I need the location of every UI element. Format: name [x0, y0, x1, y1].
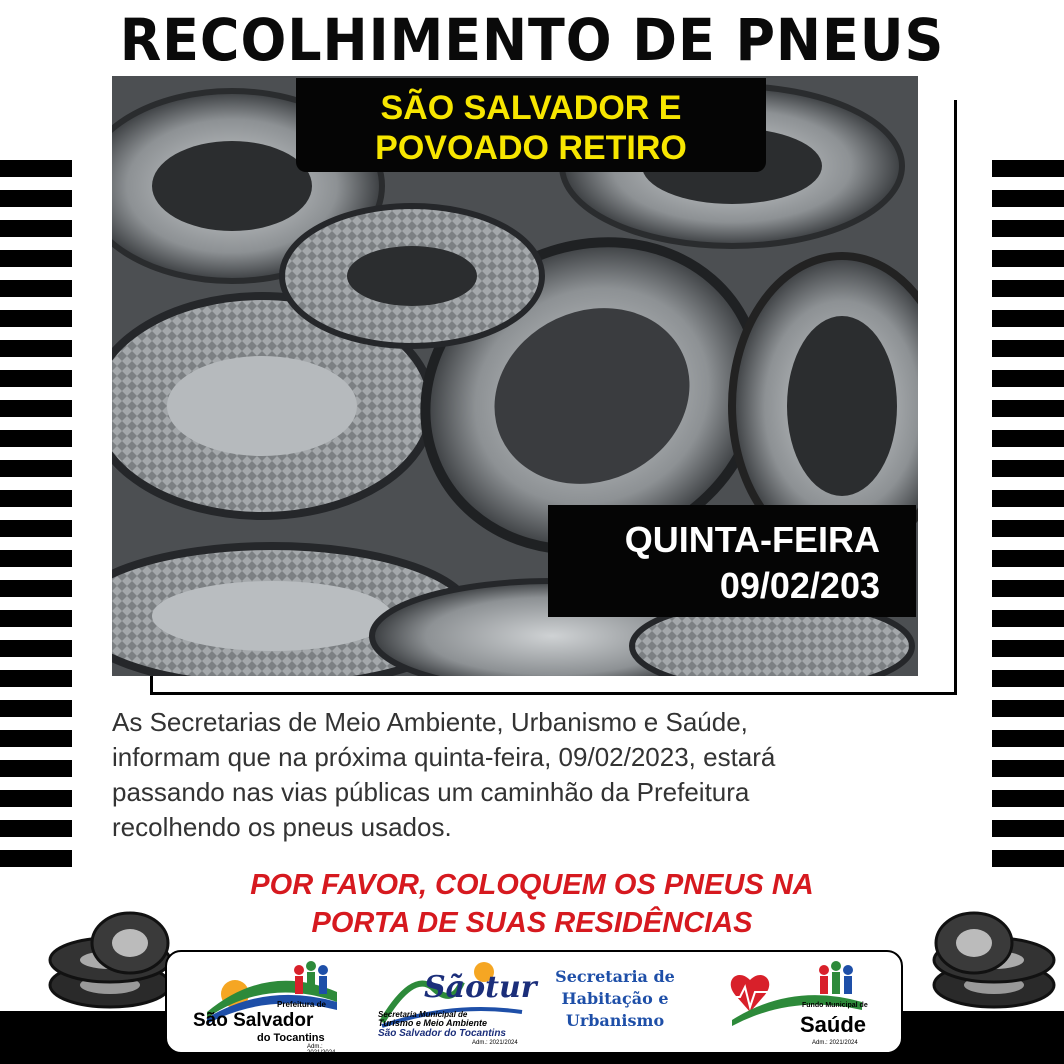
announcement-line: recolhendo os pneus usados.: [112, 812, 452, 842]
saotur-line-2: Turismo e Meio Ambiente: [378, 1018, 488, 1028]
saotur-line-3: São Salvador do Tocantins: [378, 1028, 506, 1039]
location-line-1: SÃO SALVADOR E: [380, 89, 682, 127]
saotur-name: Sãotur: [424, 970, 537, 1005]
announcement-line: passando nas vias públicas um caminhão da Prefeitura: [112, 777, 750, 807]
announcement-line: informam que na próxima quinta-feira, 09/02/2023, estará: [112, 742, 776, 772]
call-to-action: [112, 866, 952, 942]
location-banner: [296, 78, 766, 172]
page-title: RECOLHIMENTO DE PNEUS: [119, 6, 945, 74]
prefeitura-adm: Adm.: 2021/2024: [307, 1044, 336, 1056]
saude-adm: Adm.: 2021/2024: [812, 1040, 858, 1046]
plea-line-1: POR FAVOR, COLOQUEM OS PNEUS NA: [250, 869, 814, 901]
secretaria-line-1: Secretaria de: [555, 967, 675, 986]
date-banner: [548, 505, 916, 617]
date-label: 09/02/203: [719, 565, 880, 606]
saude-name: Saúde: [800, 1012, 867, 1037]
saotur-logo: [372, 952, 537, 1052]
weekday-label: QUINTA-FEIRA: [624, 519, 880, 560]
left-stripe-border: [0, 160, 72, 990]
announcement-text: [112, 705, 952, 845]
prefeitura-logo: [187, 952, 347, 1056]
secretaria-line-2: Habitação e: [561, 989, 669, 1008]
prefeitura-sub: do Tocantins: [257, 1032, 325, 1044]
plea-line-2: PORTA DE SUAS RESIDÊNCIAS: [311, 907, 753, 939]
saotur-line-1: Secretaria Municipal de: [378, 1010, 468, 1019]
saotur-adm: Adm.: 2021/2024: [472, 1040, 518, 1046]
logo-panel: [165, 950, 903, 1054]
location-line-2: POVOADO RETIRO: [375, 129, 687, 167]
right-stripe-border: [992, 160, 1064, 990]
prefeitura-small-label: Prefeitura de: [277, 1000, 326, 1009]
saude-small-label: Fundo Municipal de: [802, 1002, 868, 1009]
secretaria-habitacao-logo: [545, 966, 685, 1032]
saude-logo: [712, 952, 872, 1052]
announcement-line: As Secretarias de Meio Ambiente, Urbanismo e Saúde,: [112, 707, 748, 737]
tire-stack-icon-right: [914, 905, 1064, 1015]
prefeitura-name: São Salvador: [193, 1010, 314, 1031]
secretaria-line-3: Urbanismo: [565, 1011, 665, 1030]
